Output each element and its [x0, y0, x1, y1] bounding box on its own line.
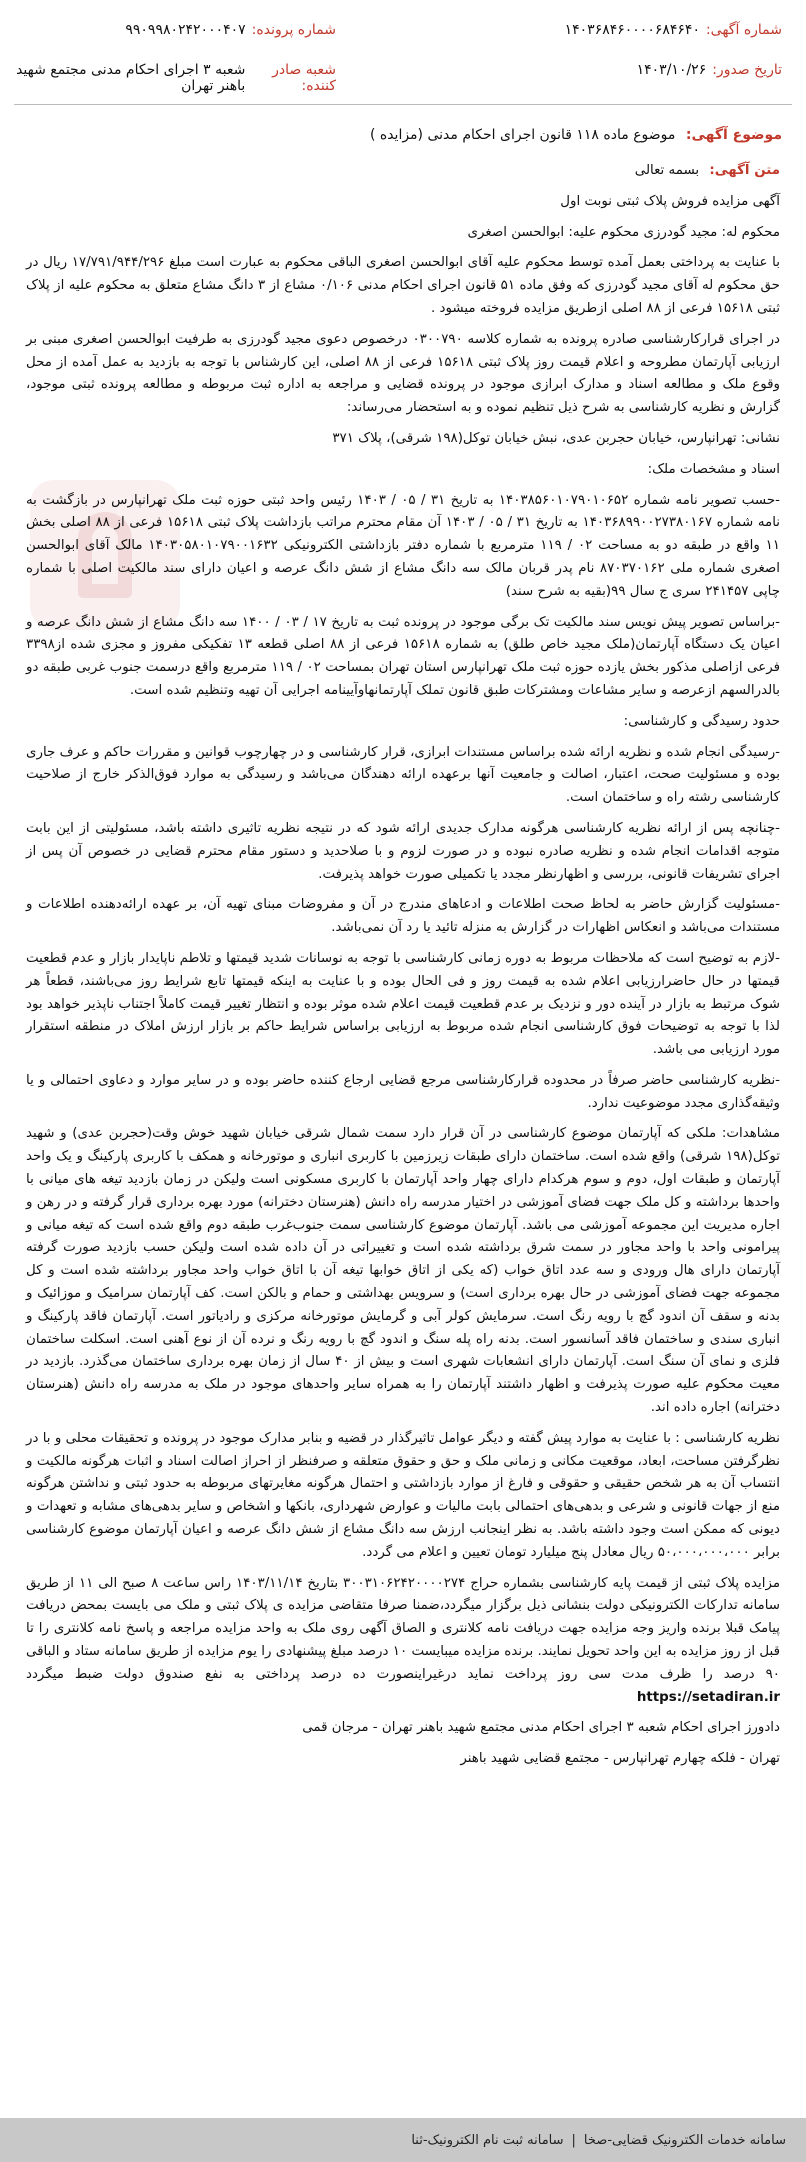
- paragraph-6: -چنانچه پس از ارائه نظریه کارشناسی هرگونه مدارک جدیدی ارائه شود که در نتیجه نظریه تاثیری داشته باشد، مسئولیتی از این بابت متوجه اقدامات انجام شده و نظریه صادره نبوده و در صورت لزوم و با صلاحدید و دستور مقام محترم قضایی در خصوص آن پس از اجرای تشریفات قانونی، بررسی و اظهارنظر مجدد یا تکمیلی صورت خواهد پذیرفت.: [26, 820, 780, 882]
- issuer-label: شعبه صادر کننده:: [272, 62, 336, 94]
- announcement-body: [26, 160, 780, 1779]
- signature: دادورز اجرای احکام شعبه ۳ اجرای احکام مدنی مجتمع شهید باهنر تهران - مرجان قمی: [302, 1720, 780, 1736]
- text-label: متن آگهی:: [709, 163, 780, 178]
- issue-date-row: [637, 62, 782, 78]
- topic-label: موضوع آگهی:: [685, 127, 782, 143]
- paragraph-3: -حسب تصویر نامه شماره ۱۴۰۳۸۵۶۰۱۰۷۹۰۱۰۶۵۲ به تاریخ ۳۱ / ۰۵ / ۱۴۰۳ رئیس واحد ثبتی حوزه ثبت ملک تهرانپارس در بازگشت به نامه شماره ۱۴۰۳۶۸۹۹۰۰۲۷۳۸۰۱۶۷ به تاریخ ۳۱ / ۰۵ / ۱۴۰۳ آن مقام محترم مراتب بازداشت پلاک ثبتی ۱۵۶۱۸ فرعی از ۸۸ اصلی بخش ۱۱ واقع در طبقه دو به مساحت ۰۲ / ۱۱۹ مترمربع با شماره دفتر بازداشتی الکترونیکی ۱۴۰۳۰۵۸۰۱۰۷۹۰۰۱۶۳۲ مالک آقای ابوالحسن اصغری شماره ملی ۸۷۰۳۷۰۱۶۲ نام پدر قربان مالک سه دانگ مشاع از شش دانگ عرصه و اعیان دارای سند مالکیت اصلی با شماره چاپی ۲۴۱۴۵۷ سری ج سال ۹۹(بقیه به شرح سند): [26, 492, 781, 599]
- issue-date: ۱۴۰۳/۱۰/۲۶: [636, 62, 707, 78]
- auction-text: مزایده پلاک ثبتی از قیمت پایه کارشناسی بشماره حراج ۳۰۰۳۱۰۶۲۴۲۰۰۰۰۲۷۴ بتاریخ ۱۴۰۳/۱۱/۱۴ راس ساعت ۸ صبح الی ۱۱ از طریق سامانه تدارکات الکترونیکی دولت بنشانی ذیل برگزار میگردد،ضمنا صرفا متقاضی مزایده ی پلاک ثبتی و ملک می بایست بمحض دریافت پیامک قبلا برنده واریز وجه مزایده جهت دریافت نامه کلانتری و الصاق آگهی روی ملک به واحد مزایده مراجعه و پاسخ نامه کلانتری را تا قبل از روز مزایده به این واحد تحویل نمایند. برنده مزایده میبایست ۱۰ درصد مبلغ پیشنهادی را یوم مزایده از طریق سامانه ستاد و الباقی ۹۰ درصد را ظرف مدت سی روز پرداخت نماید درغیراینصورت ده درصد پرداختی به نفع صندوق دولت ضبط میگردد: [26, 1575, 781, 1682]
- paragraph-1: با عنایت به پرداختی بعمل آمده توسط محکوم علیه آقای ابوالحسن اصغری الباقی محکوم به عبارت است مبلغ ۱۷/۷۹۱/۹۴۴/۲۹۶ ریال در حق محکوم له آقای مجید گودرزی که وفق ماده ۵۱ قانون اجرای احکام مدنی ۰/۱۰۶ مشاع از ۳ دانگ مشاع متعلق به محکوم علیه از پلاک ثبتی ۱۵۶۱۸ فرعی از ۸۸ اصلی ازطریق مزایده فروخته میشود .: [26, 255, 780, 316]
- paragraph-8: -لازم به توضیح است که ملاحظات مربوط به دوره زمانی کارشناسی با توجه به نوسانات شدید قیمتها و تلاطم ناپایدار بازار و عدم قطعیت قیمتها در حال حاضرارزیابی اعلام شده به قیمت روز و فی الحال بوده و با عنایت به اینکه قیمتها تابع شرایط روز می‌باشند، قطعاً هر شوک مرتبط به بازار در آینده دور و نزدیک بر عدم قطعیت قیمت اعلام شده موثر بوده و انتظار تغییر قیمت کاملاً اجتناب ناپذیر خواهد بود لذا با توجه به توضیحات فوق کارشناسی انجام شده مربوط به ارزیابی براساس شرایط حاکم بر بازار ارزش املاک در منطقه استقرار مورد ارزیابی می باشد.: [26, 950, 780, 1058]
- parties: محکوم له: مجید گودرزی محکوم علیه: ابوالحسن اصغری: [467, 224, 780, 240]
- address-footer: تهران - فلکه چهارم تهرانپارس - مجتمع قضایی شهید باهنر: [460, 1751, 780, 1767]
- limits-heading: حدود رسیدگی و کارشناسی:: [623, 713, 780, 729]
- paragraph-10: مشاهدات: ملکی که آپارتمان موضوع کارشناسی در آن قرار دارد سمت شمال شرقی خیابان شهید خوش وقت(حجربن عدی) و شهید توکل(۱۹۸ شرقی) واقع شده است. ساختمان دارای طبقات زیرزمین با کاربری انباری و موتورخانه و همکف با کاربری پارکینگ و یک واحد آپارتمان و طبقات اول، دوم و سوم هرکدام دارای چهار واحد آپارتمان با کاربری مسکونی است ولیکن در زمان بازدید تیغه های میانی با واحدها برداشته و کل ملک جهت فضای آموزشی در اختیار مدرسه راه دانش (هنرستان دخترانه) مورد بهره برداری قرار گرفته و در رهن و اجاره مدیریت این مجموعه آموزشی می باشد. آپارتمان موضوع کارشناسی سمت جنوب‌غرب طبقه دوم واقع شده است که تیغه میانی و پیرامونی واحد با واحد مجاور در سمت شرق برداشته شده است و تغییراتی در آن داده شده است ولیکن حسب بازدید صورت گرفته آپارتمان دارای هال ورودی و سه عدد اتاق خواب (که یکی از اتاق خوابها تیغه آن با اتاق خواب واحد مجاور برداشته شده است و کل مجموعه جهت فضای آموزشی در حال بهره برداری است) و سرویس بهداشتی و حمام و بالکن است. کف آپارتمان سرامیک و موزائیک و بدنه و سقف آن اندود گچ با رویه رنگ است. سرمایش کولر آبی و گرمایش موتورخانه مرکزی و رادیاتور است. آپارتمان فاقد پارکینگ و انباری سندی و ساختمان فاقد آسانسور است. بدنه راه پله سنگ و اندود گچ با رویه رنگ و نرده آن از نوع آهنی است. اسکلت ساختمان فلزی و نمای آن سنگ است. آپارتمان دارای انشعابات شهری است و بیش از ۴۰ سال از زمان بهره برداری ساختمان می‌گذرد. بازدید در معیت محکوم علیه صورت پذیرفت و اظهار داشتند آپارتمان را به همراه سایر واحدهای موجود در ملک به مدرسه راه دانش (هنرستان دخترانه) اجاره داده اند.: [26, 1126, 780, 1416]
- paragraph-9: -نظریه کارشناسی حاضر صرفاً در محدوده قرارکارشناسی مرجع قضایی ارجاع کننده حاضر بوده و در سایر موارد و دعاوی احتمالی و یا وثیقه‌گذاری مجدد موضوعیت ندارد.: [26, 1072, 780, 1111]
- property-address: نشانی: تهرانپارس، خیابان حجربن عدی، نبش خیابان توکل(۱۹۸ شرقی)، پلاک ۳۷۱: [332, 430, 780, 446]
- file-number-row: [125, 22, 336, 38]
- issuer-row: [0, 62, 336, 94]
- ad-number-row: [565, 22, 782, 38]
- setad-link[interactable]: https://setadiran.ir: [636, 1689, 780, 1705]
- paragraph-11: نظریه کارشناسی : با عنایت به موارد پیش گفته و دیگر عوامل تاثیرگذار در قضیه و بنابر مدارک موجود در پرونده و تحقیقات محلی و با در نظرگرفتن مساحت، ابعاد، موقعیت مکانی و زمانی ملک و حق و حقوق متعلقه و صرفنظر از احراز اصالت اسناد و اثبات هرگونه مالکیت و انتساب آن به هر شخص حقیقی و حقوقی و فارغ از موارد بازداشتی و احتمال هرگونه مغایرتهای مربوطه به حدود ثبتی و نداشتن هرگونه منع از جهات قانونی و شرعی و بدهی‌های احتمالی بابت مالیات و عوارض شهرداری، بانکها و اشخاص و سایر بدهی‌های مشابه و تعهدات و دیونی که ممکن است وجود داشته باشد. به نظر اینجانب ارزش سه دانگ مشاع از شش دانگ عرصه و اعیان آپارتمان موضوع کارشناسی برابر ۵۰،۰۰۰،۰۰۰،۰۰۰ ریال معادل پنج میلیارد تومان تعیین و اعلام می گردد.: [26, 1430, 780, 1560]
- ad-number: ۱۴۰۳۶۸۴۶۰۰۰۰۶۸۴۶۴۰: [564, 22, 700, 38]
- paragraph-7: -مسئولیت گزارش حاضر به لحاظ صحت اطلاعات و ادعاهای مندرج در آن و مفروضات مبنای تهیه آن، بر عهده ارائه‌دهنده اطلاعات و مستندات می‌باشد و انعکاس اظهارات در گزارش به منزله تائید یا رد آن نمی‌باشد.: [26, 897, 780, 936]
- topic-row: [370, 127, 782, 143]
- paragraph-4: -براساس تصویر پیش نویس سند مالکیت تک برگی موجود در پرونده ثبت به تاریخ ۱۷ / ۰۳ / ۱۴۰۰ سه دانگ مشاع از شش دانگ عرصه و اعیان یک دستگاه آپارتمان(ملک مجید خاص طلق) به شماره ۱۵۶۱۸ فرعی از ۸۸ اصلی قطعه ۱۳ تفکیکی مفروز و مجزی شده از۳۳۹۸ فرعی ازاصلی مذکور بخش یازده حوزه ثبت ملک تهرانپارس استان تهران بمساحت ۰۲ / ۱۱۹ مترمربع واقع درسمت جنوب غربی طبقه دو بالدرالسهم ازعرصه و سایر مشاعات ومشترکات طبق قانون تملک آپارتمانهاوآیینامه اجرایی آن تهیه وتنظیم شده است.: [26, 614, 781, 698]
- paragraph-2: در اجرای قرارکارشناسی صادره پرونده به شماره کلاسه ۰۳۰۰۷۹۰ درخصوص دعوی مجید گودرزی به طرفیت ابوالحسن اصغری مبنی بر ارزیابی آپارتمان مطروحه و اعلام قیمت روز پلاک ثبتی ۱۵۶۱۸ فرعی از ۸۸ اصلی، این کارشناس با توجه به بازدید به عمل آمده از محل وقوع ملک و مطالعه اسناد و مدارک ابرازی موجود در پرونده قضایی و مراجعه به اداره ثبت مربوطه و مطالعه پرونده ثبتی موجود، گزارش و نظریه کارشناسی به شرح ذیل تنظیم نموده و به استحضار می‌رساند:: [26, 331, 780, 416]
- footer-link-sana[interactable]: سامانه ثبت نام الکترونیک-ثنا: [411, 2132, 564, 2148]
- header-divider: [14, 104, 792, 105]
- footer-separator: |: [571, 2132, 576, 2148]
- docs-heading: اسناد و مشخصات ملک:: [647, 461, 780, 477]
- issue-date-label: تاریخ صدور:: [712, 62, 782, 78]
- footer-bar: [0, 2118, 806, 2162]
- issuer: شعبه ۳ اجرای احکام مدنی مجتمع شهید باهنر تهران: [16, 62, 246, 94]
- paragraph-5: -رسیدگی انجام شده و نظریه ارائه شده براساس مستندات ابرازی، قرار کارشناسی و در چهارچوب قوانین و مقررات حاکم و عرف جاری بوده و مسئولیت صحت، اعتبار، اصالت و جامعیت آنها برعهده ارائه دهندگان می‌باشد و رسیدگی به موارد فوق‌الذکر خارج از صلاحیت کارشناسی رشته راه و ساختمان است.: [26, 744, 780, 806]
- footer-link-sakha[interactable]: سامانه خدمات الکترونیک قضایی-صخا: [583, 2132, 786, 2148]
- paragraph-12: [26, 1573, 780, 1710]
- salutation: بسمه تعالی: [634, 163, 700, 178]
- announcement-title: آگهی مزایده فروش پلاک ثبتی نوبت اول: [560, 193, 780, 209]
- file-number: ۹۹۰۹۹۸۰۲۴۲۰۰۰۴۰۷: [125, 22, 246, 38]
- file-number-label: شماره پرونده:: [251, 22, 336, 38]
- ad-number-label: شماره آگهی:: [705, 22, 782, 38]
- topic-value: موضوع ماده ۱۱۸ قانون اجرای احکام مدنی (مزایده ): [369, 127, 676, 143]
